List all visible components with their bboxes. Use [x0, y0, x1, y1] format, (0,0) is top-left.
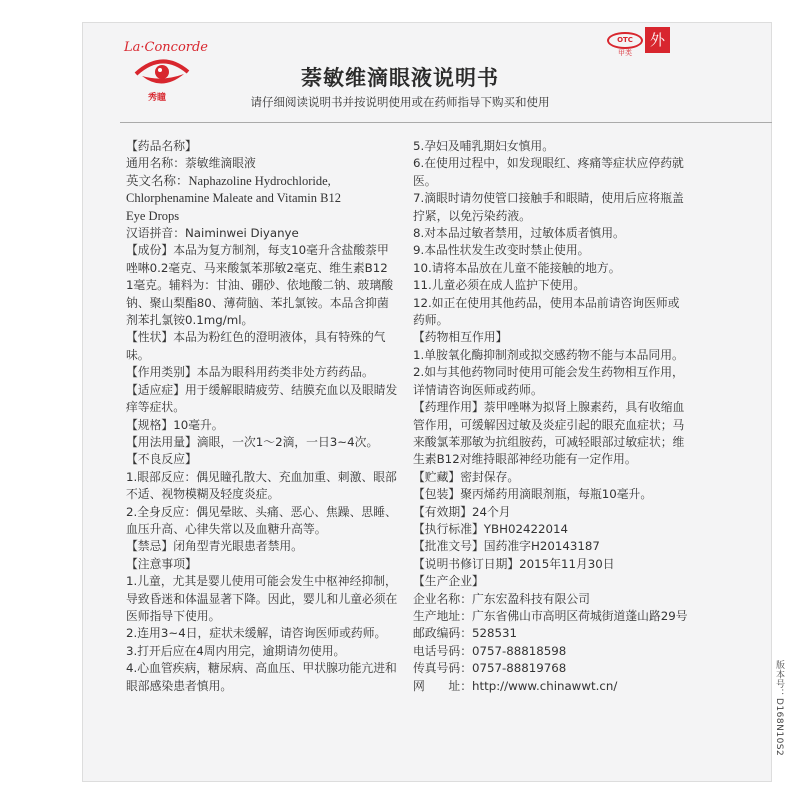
- section-line: 【包装】聚丙烯药用滴眼剂瓶，每瓶10毫升。: [413, 487, 653, 502]
- section-line: 【作用类别】本品为眼科用药类非处方药药品。: [126, 365, 374, 380]
- section-line: 【药品名称】: [126, 139, 197, 153]
- section-line: 1.单胺氧化酶抑制剂或拟交感药物不能与本品同用。: [413, 347, 684, 362]
- section-line: 【执行标准】YBH02422014: [413, 521, 568, 536]
- right-column: [413, 138, 691, 695]
- section-line: 4.心血管疾病，糖尿病、高血压、甲状腺功能亢进和眼部感染患者慎用。: [126, 661, 397, 693]
- section-line: 企业名称：广东宏盈科技有限公司: [413, 591, 590, 606]
- section-line: 10.请将本品放在儿童不能接触的地方。: [413, 260, 621, 275]
- brand-chinese-name: 秀瞳: [148, 93, 167, 103]
- section-line: 【性状】本品为粉红色的澄明液体，具有特殊的气味。: [126, 330, 386, 362]
- section-line: Chlorphenamine Maleate and Vitamin B12: [126, 191, 341, 206]
- document-title: 萘敏维滴眼液说明书: [301, 66, 499, 90]
- section-line: 1.眼部反应：偶见瞳孔散大、充血加重、刺激、眼部不适、视物模糊及轻度炎症。: [126, 469, 397, 502]
- section-line: 【用法用量】滴眼，一次1～2滴，一日3~4次。: [126, 434, 379, 449]
- otc-class-label: 甲类: [618, 49, 632, 57]
- section-line: 通用名称：萘敏维滴眼液: [126, 156, 256, 171]
- section-line: 9.本品性状发生改变时禁止使用。: [413, 243, 590, 258]
- section-line: 8.对本品过敏者禁用，过敏体质者慎用。: [413, 226, 625, 241]
- section-line: 2.如与其他药物同时使用可能会发生药物相互作用，详情请咨询医师或药师。: [413, 365, 684, 397]
- left-column: [126, 138, 398, 695]
- document-subtitle: 请仔细阅读说明书并按说明使用或在药师指导下购买和使用: [250, 95, 550, 109]
- section-line: 5.孕妇及哺乳期妇女慎用。: [413, 139, 555, 153]
- section-line: 汉语拼音：Naiminwei Diyanye: [126, 226, 299, 241]
- section-line: 12.如正在使用其他药品，使用本品前请咨询医师或药师。: [413, 295, 680, 328]
- otc-badge: [607, 32, 641, 58]
- section-line: 【贮藏】密封保存。: [413, 469, 520, 484]
- external-use-badge: 外: [645, 27, 670, 53]
- version-code: 版本号：D168N10S2: [774, 660, 784, 757]
- section-line: 3.打开后应在4周内用完，逾期请勿使用。: [126, 643, 346, 658]
- section-line: 【生产企业】: [413, 574, 484, 589]
- section-line: 电话号码：0757-88818598: [413, 643, 567, 658]
- section-line: 【药理作用】萘甲唑啉为拟肾上腺素药，具有收缩血管作用，可缓解因过敏及炎症引起的眼充血症状；马来酸氯苯那敏为抗组胺药，可减轻眼部过敏症状；维生素B12对维持眼部神经功能有一定作用。: [413, 400, 685, 467]
- section-line: 【有效期】24个月: [413, 504, 511, 519]
- section-line: 【药物相互作用】: [413, 330, 508, 345]
- section-line: 【禁忌】闭角型青光眼患者禁用。: [126, 539, 303, 554]
- section-line: 【注意事项】: [126, 556, 197, 571]
- section-line: 传真号码：0757-88819768: [413, 661, 567, 676]
- section-line: 【说明书修订日期】2015年11月30日: [413, 556, 615, 571]
- section-line: Eye Drops: [126, 208, 180, 223]
- section-line: 6.在使用过程中，如发现眼红、疼痛等症状应停药就医。: [413, 156, 684, 188]
- section-line: 邮政编码：528531: [413, 626, 518, 641]
- section-line: 网 址：http://www.chinawwt.cn/: [413, 678, 618, 693]
- section-line: 【规格】10毫升。: [126, 417, 224, 432]
- header-divider: [120, 122, 772, 123]
- section-line: 【成份】本品为复方制剂，每支10毫升含盐酸萘甲唑啉0.2毫克、马来酸氯苯那敏2毫克、维生素B12 1毫克。辅料为：甘油、硼砂、依地酸二钠、玻璃酸钠、聚山梨酯80、薄荷脑、苯扎氯铵。本品含抑菌剂苯扎氯铵0.1mg/ml。: [126, 243, 394, 328]
- section-line: 11.儿童必须在成人监护下使用。: [413, 278, 586, 293]
- section-line: 【不良反应】: [126, 452, 197, 467]
- brand-english-name: La·Concorde: [124, 40, 208, 55]
- section-line: 生产地址：广东省佛山市高明区荷城街道蓬山路29号: [413, 608, 688, 623]
- section-line: 2.全身反应：偶见晕眩、头痛、恶心、焦躁、思睡、血压升高、心律失常以及血糖升高等。: [126, 504, 397, 536]
- section-line: 【适应症】用于缓解眼睛疲劳、结膜充血以及眼睛发痒等症状。: [126, 382, 398, 415]
- section-line: 英文名称：Naphazoline Hydrochloride,: [126, 173, 331, 188]
- section-line: 2.连用3~4日，症状未缓解，请咨询医师或药师。: [126, 626, 387, 641]
- section-line: 7.滴眼时请勿使管口接触手和眼睛，使用后应将瓶盖拧紧，以免污染药液。: [413, 191, 684, 223]
- section-line: 【批准文号】国药准字H20143187: [413, 539, 600, 554]
- section-line: 1.儿童，尤其是婴儿使用可能会发生中枢神经抑制，导致昏迷和体温显著下降。因此，婴儿和儿童必须在医师指导下使用。: [126, 574, 398, 623]
- otc-label: OTC: [607, 32, 643, 49]
